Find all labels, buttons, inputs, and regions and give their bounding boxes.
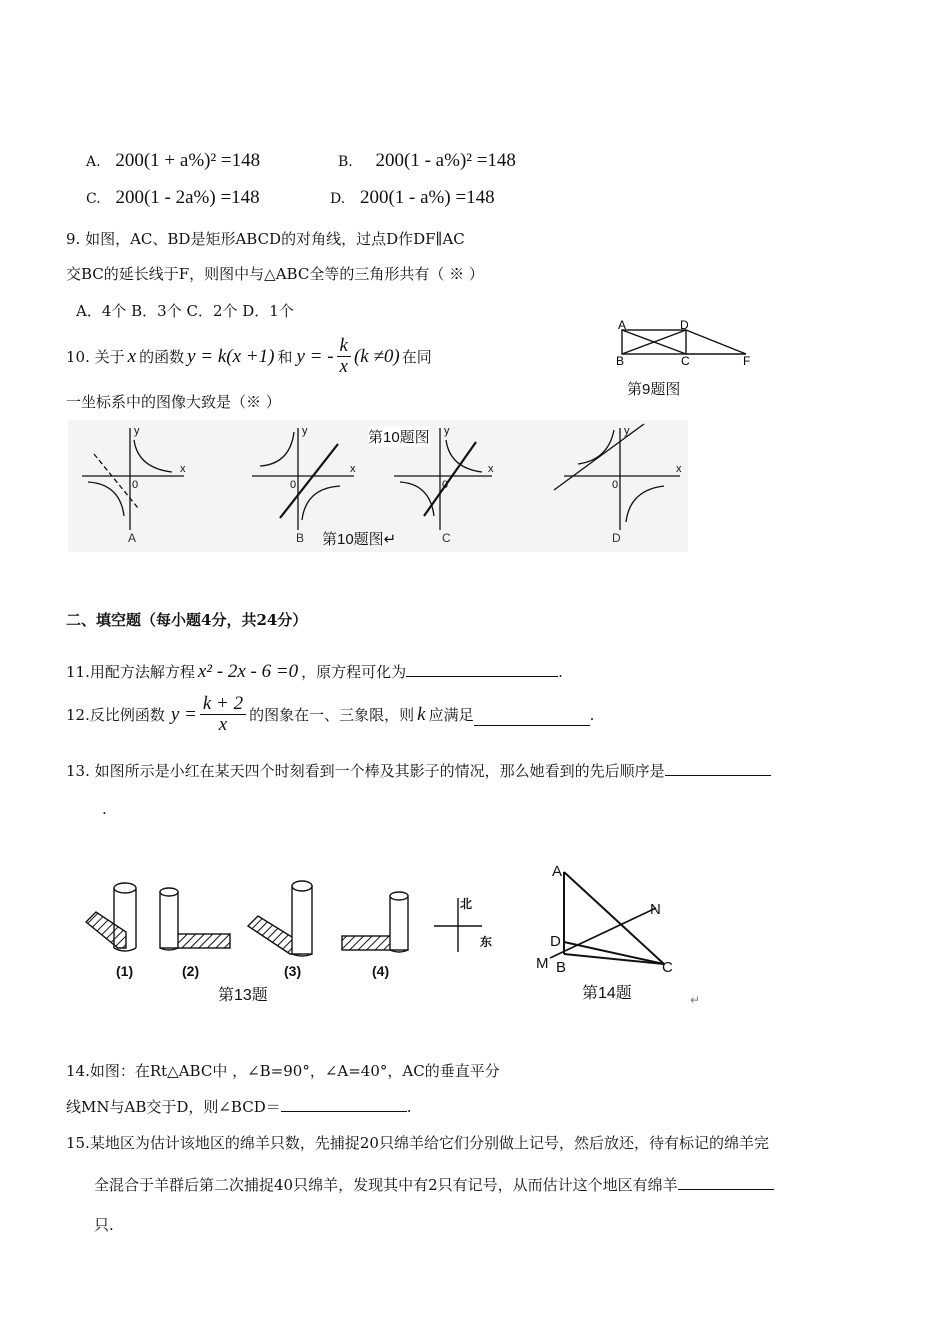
q8-a-label: A. [86,154,101,170]
fig9-point-d: D [680,320,689,332]
q8-option-c [86,187,260,209]
q9-options: A．4个 B．3个 C．2个 D．1个 [76,302,294,320]
q15-line2-row [94,1174,774,1195]
q10-expr2-fraction [337,336,351,377]
section2-title: 二、填空题（每小题4分，共24分） [66,611,308,629]
q13 [66,760,771,781]
q14-answer-blank[interactable] [281,1097,407,1112]
q12-prefix: 12.反比例函数 [66,706,165,724]
q14-line2: 线MN与AB交于D，则∠BCD＝ [66,1098,281,1116]
fig10c-axis-x: x [488,463,494,475]
fig14-point-b: B [556,959,567,976]
q12 [66,694,594,735]
q11-equation: x² - 2x - 6 =0 [197,661,299,682]
q12-denominator: x [218,714,228,735]
q8-d-label: D. [330,191,346,207]
q10-var-x: x [127,345,137,367]
q8-c-label: C. [86,191,101,207]
q10-prefix: 10. 关于 [66,348,125,366]
q13-text: 13. 如图所示是小红在某天四个时刻看到一个棒及其影子的情况，那么她看到的先后顺序是 [66,762,665,780]
fig14-return-mark: ↵ [690,993,701,1007]
fig10-caption-bottom: 第10题图↵ [322,531,397,548]
q10-line1 [66,336,432,377]
fig14-point-m: M [536,955,549,972]
fig10c-axis-y: y [444,425,450,437]
fig13-label-3: (3) [284,963,302,979]
fig13-label-2: (2) [182,963,200,979]
q11-end: . [558,663,563,681]
fig10b-origin: 0 [290,479,297,491]
fig10c-origin: 0 [442,479,449,491]
q11-answer-blank[interactable] [406,662,558,677]
q12-numerator: k + 2 [200,694,246,715]
fig14-triangle [532,858,712,1008]
q15-line1: 15.某地区为估计该地区的绵羊只数，先捕捉20只绵羊给它们分别做上记号，然后放还，待有标记的绵羊完 [66,1134,769,1152]
fig14-point-c: C [662,959,673,976]
fig13-label-4: (4) [372,963,390,979]
fig14-point-n: N [650,901,661,918]
fig13-north: 北 [460,897,473,911]
fig9-caption: 第9题图 [627,381,681,398]
q10-expr2-prefix: y = - [296,345,334,367]
q10-mid2: 和 [277,348,293,366]
q12-end: . [589,705,595,724]
fig13-caption: 第13题 [218,987,268,1004]
fig10-caption-top: 第10题图 [368,426,430,447]
q8-b-label: B. [338,154,353,170]
q8-b-expression: 200(1 - a%)² =148 [375,150,516,171]
q8-a-expression: 200(1 + a%)² =148 [115,150,261,171]
q10-expr2-denominator: x [339,356,348,377]
q8-option-d [330,187,495,209]
q13-answer-blank[interactable] [665,761,771,776]
fig9-rectangle-diagram [612,320,762,366]
q10-expr2-numerator: k [337,336,351,357]
q15-line3: 只. [94,1216,114,1234]
fig13-shadows [78,856,518,1006]
q14-line1: 14.如图：在Rt△ABC中 ，∠B=90°，∠A=40°，AC的垂直平分 [66,1062,500,1080]
fig9-point-c: C [681,354,690,366]
fig10d-origin: 0 [612,479,619,491]
q12-k: k [417,703,426,725]
fig10-label-d: D [612,531,621,545]
fig13-label-1: (1) [116,963,134,979]
q15-answer-blank[interactable] [678,1175,774,1190]
fig10-label-b: B [296,531,305,545]
fig10d-axis-y: y [624,425,630,437]
q11-suffix: ，原方程可化为 [301,663,407,681]
q14-line2-row [66,1096,412,1117]
fig9-point-a: A [618,320,627,332]
q12-fraction [200,694,246,735]
fig10d-axis-x: x [676,463,682,475]
q10-line2: 一坐标系中的图像大致是（※ ） [66,393,281,411]
fig9-point-f: F [743,354,751,366]
q8-option-b [338,150,516,172]
fig10a-axis-x: x [180,463,186,475]
fig14-caption: 第14题 [582,985,632,1002]
q8-c-expression: 200(1 - 2a%) =148 [115,187,260,208]
q9-line1: 9. 如图，AC、BD是矩形ABCD的对角线，过点D作DF∥AC [66,230,465,248]
q10-mid1: 的函数 [139,348,185,366]
fig10-label-a: A [128,531,137,545]
q12-answer-blank[interactable] [474,711,590,726]
q12-mid: 的图象在一、三象限，则 [249,706,415,724]
q14-end: . [406,1098,412,1116]
q10-expr1: y = k(x +1) [187,345,275,367]
q10-expr2-condition: (k ≠0) [353,345,400,367]
q11-prefix: 11.用配方法解方程 [66,663,195,681]
q10-suffix: 在同 [401,348,432,366]
q8-d-expression: 200(1 - a%) =148 [359,187,495,208]
fig14-point-d: D [550,933,561,950]
fig9-point-b: B [616,354,625,366]
fig10-label-c: C [442,531,451,545]
fig10b-axis-x: x [350,463,356,475]
q15-line2: 全混合于羊群后第二次捕捉40只绵羊，发现其中有2只有记号，从而估计这个地区有绵羊 [94,1176,678,1194]
q12-suffix: 应满足 [428,706,474,724]
fig14-point-a: A [552,863,563,880]
q9-line2: 交BC的延长线于F，则图中与△ABC全等的三角形共有（ ※ ） [66,265,484,283]
q12-expr-prefix: y = [170,703,197,725]
fig10b-axis-y: y [302,425,308,437]
fig10a-origin: 0 [132,479,139,491]
q11 [66,661,563,683]
q13-end: . [102,800,107,818]
fig13-east: 东 [480,935,493,949]
fig10a-axis-y: y [134,425,140,437]
q8-option-a [86,150,260,172]
